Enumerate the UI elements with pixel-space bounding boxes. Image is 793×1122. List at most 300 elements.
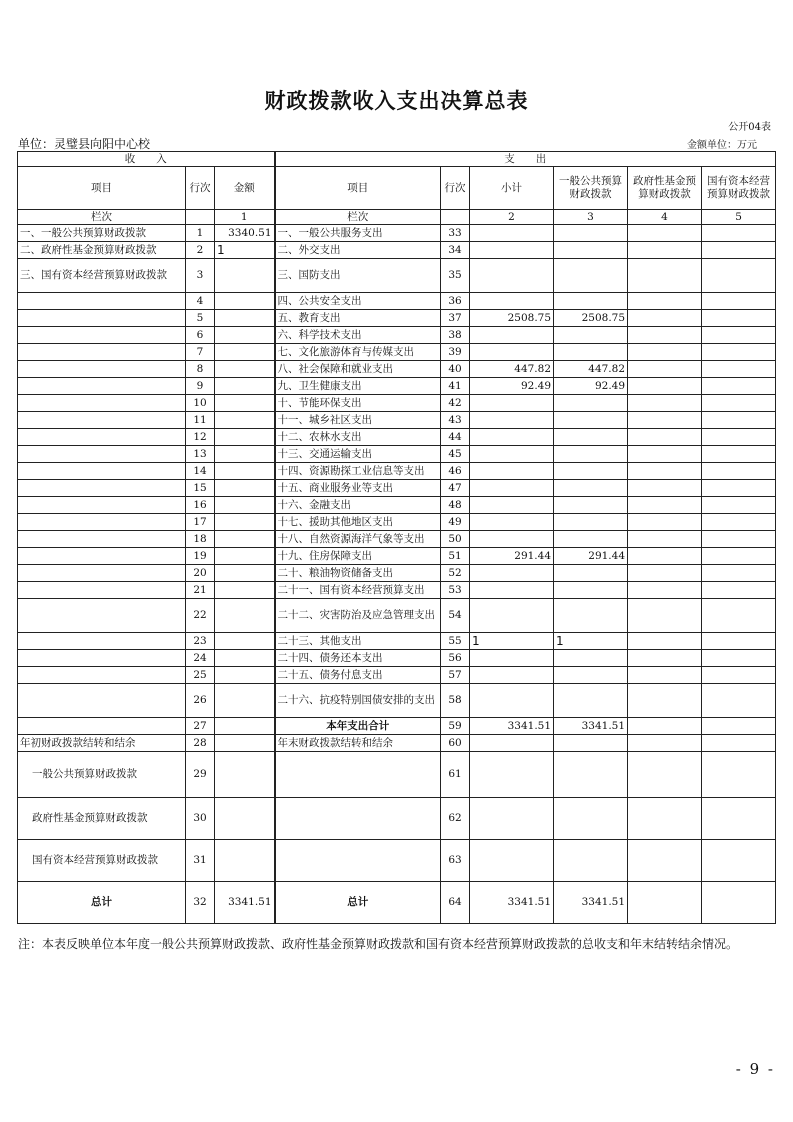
expense-row-no-cell: 58: [441, 684, 470, 718]
fund-budget-cell: [628, 412, 702, 429]
fund-budget-cell: [628, 565, 702, 582]
expense-row-no-cell: 36: [441, 293, 470, 310]
income-section-header: 收 入: [18, 152, 275, 167]
income-row-no-cell: 26: [186, 684, 215, 718]
table-row: [18, 633, 776, 650]
income-amount-cell: [215, 718, 275, 735]
income-row-no-cell: 11: [186, 412, 215, 429]
fund-budget-cell: [628, 344, 702, 361]
expense-row-no-cell: 41: [441, 378, 470, 395]
income-item-cell: [18, 599, 186, 633]
fund-budget-cell: [628, 548, 702, 565]
expense-item-cell: 二十二、灾害防治及应急管理支出: [275, 599, 441, 633]
state-capital-cell: [702, 840, 776, 882]
subtotal-cell: [470, 667, 554, 684]
income-item-cell: 总计: [18, 882, 186, 924]
page-number: - 9 -: [735, 1060, 775, 1078]
income-row-no-cell: 2: [186, 242, 215, 259]
table-row: [18, 412, 776, 429]
income-amount-cell: [215, 429, 275, 446]
state-capital-header: 国有资本经营预算财政拨款: [702, 167, 776, 210]
state-capital-cell: [702, 259, 776, 293]
table-row: [18, 446, 776, 463]
income-row-no-cell: 29: [186, 752, 215, 798]
fund-budget-cell: [628, 840, 702, 882]
expense-item-cell: 十三、交通运输支出: [275, 446, 441, 463]
fund-budget-cell: [628, 395, 702, 412]
income-item-cell: [18, 497, 186, 514]
expense-item-cell: 九、卫生健康支出: [275, 378, 441, 395]
general-budget-cell: [554, 684, 628, 718]
subtotal-cell: [470, 514, 554, 531]
income-item-cell: 年初财政拨款结转和结余: [18, 735, 186, 752]
income-row-no-cell: 9: [186, 378, 215, 395]
income-row-no-cell: 14: [186, 463, 215, 480]
income-row-no-cell: 10: [186, 395, 215, 412]
fund-budget-cell: [628, 310, 702, 327]
table-row: [18, 463, 776, 480]
income-amount-cell: [215, 446, 275, 463]
fund-budget-cell: [628, 650, 702, 667]
income-amount-cell: [215, 344, 275, 361]
expense-item-cell: 一、一般公共服务支出: [275, 225, 441, 242]
income-amount-cell: [215, 752, 275, 798]
general-budget-cell: [554, 752, 628, 798]
expense-row-no-cell: 50: [441, 531, 470, 548]
general-budget-cell: 1: [554, 633, 628, 650]
fund-budget-cell: [628, 242, 702, 259]
general-budget-cell: [554, 582, 628, 599]
subtotal-cell: [470, 395, 554, 412]
expense-row-no-cell: 63: [441, 840, 470, 882]
subtotal-cell: [470, 735, 554, 752]
expense-row-no-cell: 61: [441, 752, 470, 798]
fund-budget-cell: [628, 463, 702, 480]
general-budget-cell: 92.49: [554, 378, 628, 395]
expense-row-no-cell: 35: [441, 259, 470, 293]
expense-row-no-cell: 49: [441, 514, 470, 531]
expense-item-cell: 八、社会保障和就业支出: [275, 361, 441, 378]
column-number-row: [18, 210, 776, 225]
general-budget-cell: [554, 840, 628, 882]
expense-item-cell: 总计: [275, 882, 441, 924]
table-row: [18, 752, 776, 798]
col-blank: [186, 210, 215, 225]
general-budget-cell: [554, 259, 628, 293]
table-row: [18, 293, 776, 310]
budget-summary-table: [17, 151, 776, 924]
expense-row-no-header: 行次: [441, 167, 470, 210]
income-amount-cell: [215, 599, 275, 633]
income-amount-cell: [215, 395, 275, 412]
section-header-row: [18, 152, 776, 167]
income-item-cell: [18, 684, 186, 718]
income-item-cell: [18, 514, 186, 531]
column-header-row: [18, 167, 776, 210]
income-row-no-cell: 24: [186, 650, 215, 667]
state-capital-cell: [702, 429, 776, 446]
income-row-no-cell: 12: [186, 429, 215, 446]
general-budget-cell: [554, 412, 628, 429]
expense-item-cell: [275, 798, 441, 840]
col-number-2: 2: [470, 210, 554, 225]
income-item-cell: [18, 582, 186, 599]
income-amount-cell: [215, 480, 275, 497]
table-row: [18, 882, 776, 924]
income-row-no-cell: 31: [186, 840, 215, 882]
fund-budget-cell: [628, 582, 702, 599]
expense-row-no-cell: 56: [441, 650, 470, 667]
form-number: 公开04表: [728, 122, 771, 133]
expense-row-no-cell: 34: [441, 242, 470, 259]
income-row-no-cell: 28: [186, 735, 215, 752]
expense-item-cell: 十五、商业服务业等支出: [275, 480, 441, 497]
expense-row-no-cell: 37: [441, 310, 470, 327]
subtotal-cell: [470, 650, 554, 667]
subtotal-cell: [470, 840, 554, 882]
general-budget-cell: [554, 531, 628, 548]
income-amount-cell: [215, 412, 275, 429]
fund-budget-cell: [628, 633, 702, 650]
income-amount-cell: [215, 463, 275, 480]
table-row: [18, 395, 776, 412]
table-row: [18, 225, 776, 242]
col-number-3: 3: [554, 210, 628, 225]
expense-row-no-cell: 33: [441, 225, 470, 242]
income-row-no-cell: 27: [186, 718, 215, 735]
income-amount-cell: [215, 327, 275, 344]
expense-row-no-cell: 44: [441, 429, 470, 446]
subtotal-cell: [470, 259, 554, 293]
subtotal-cell: [470, 327, 554, 344]
table-row: [18, 344, 776, 361]
expense-row-no-cell: 46: [441, 463, 470, 480]
state-capital-cell: [702, 225, 776, 242]
subtotal-cell: [470, 344, 554, 361]
state-capital-cell: [702, 242, 776, 259]
income-item-cell: [18, 361, 186, 378]
income-amount-cell: [215, 293, 275, 310]
subtotal-header: 小计: [470, 167, 554, 210]
fund-budget-cell: [628, 446, 702, 463]
col-label-2: 栏次: [275, 210, 441, 225]
fund-budget-cell: [628, 259, 702, 293]
expense-item-cell: 二、外交支出: [275, 242, 441, 259]
income-amount-cell: [215, 531, 275, 548]
general-budget-cell: [554, 735, 628, 752]
fund-budget-cell: [628, 684, 702, 718]
fund-budget-cell: [628, 378, 702, 395]
income-item-cell: 一般公共预算财政拨款: [18, 752, 186, 798]
income-amount-cell: [215, 798, 275, 840]
income-item-cell: [18, 548, 186, 565]
income-item-cell: [18, 650, 186, 667]
state-capital-cell: [702, 548, 776, 565]
income-row-no-cell: 5: [186, 310, 215, 327]
general-budget-cell: [554, 395, 628, 412]
state-capital-cell: [702, 344, 776, 361]
subtotal-cell: [470, 463, 554, 480]
state-capital-cell: [702, 361, 776, 378]
state-capital-cell: [702, 735, 776, 752]
general-budget-cell: 3341.51: [554, 718, 628, 735]
income-item-cell: 政府性基金预算财政拨款: [18, 798, 186, 840]
expense-row-no-cell: 51: [441, 548, 470, 565]
general-budget-cell: [554, 327, 628, 344]
income-amount-cell: [215, 548, 275, 565]
income-row-no-cell: 13: [186, 446, 215, 463]
income-row-no-cell: 19: [186, 548, 215, 565]
table-row: [18, 327, 776, 344]
expense-item-cell: [275, 840, 441, 882]
income-item-cell: [18, 667, 186, 684]
income-item-cell: [18, 344, 186, 361]
subtotal-cell: [470, 293, 554, 310]
income-amount-cell: [215, 633, 275, 650]
state-capital-cell: [702, 650, 776, 667]
income-amount-cell: [215, 259, 275, 293]
income-row-no-header: 行次: [186, 167, 215, 210]
expense-item-cell: 六、科学技术支出: [275, 327, 441, 344]
subtotal-cell: [470, 752, 554, 798]
expense-row-no-cell: 52: [441, 565, 470, 582]
table-row: [18, 650, 776, 667]
expense-row-no-cell: 38: [441, 327, 470, 344]
subtotal-cell: [470, 480, 554, 497]
subtotal-cell: 2508.75: [470, 310, 554, 327]
income-item-cell: [18, 429, 186, 446]
table-row: [18, 735, 776, 752]
state-capital-cell: [702, 582, 776, 599]
income-item-cell: [18, 718, 186, 735]
income-amount-cell: [215, 582, 275, 599]
fund-budget-cell: [628, 361, 702, 378]
fund-budget-cell: [628, 497, 702, 514]
income-row-no-cell: 18: [186, 531, 215, 548]
expense-item-cell: 年末财政拨款结转和结余: [275, 735, 441, 752]
subtotal-cell: [470, 242, 554, 259]
expense-item-cell: 二十五、债务付息支出: [275, 667, 441, 684]
subtotal-cell: [470, 225, 554, 242]
general-budget-cell: [554, 225, 628, 242]
fund-budget-cell: [628, 798, 702, 840]
general-budget-cell: 447.82: [554, 361, 628, 378]
state-capital-cell: [702, 293, 776, 310]
expense-item-cell: 十九、住房保障支出: [275, 548, 441, 565]
income-amount-header: 金额: [215, 167, 275, 210]
income-row-no-cell: 6: [186, 327, 215, 344]
expense-row-no-cell: 59: [441, 718, 470, 735]
subtotal-cell: 1: [470, 633, 554, 650]
expense-row-no-cell: 62: [441, 798, 470, 840]
table-row: [18, 242, 776, 259]
fund-budget-cell: [628, 480, 702, 497]
expense-item-cell: 二十三、其他支出: [275, 633, 441, 650]
state-capital-cell: [702, 514, 776, 531]
general-budget-cell: [554, 293, 628, 310]
income-item-cell: [18, 293, 186, 310]
expense-row-no-cell: 47: [441, 480, 470, 497]
table-row: [18, 565, 776, 582]
table-row: [18, 718, 776, 735]
income-item-cell: [18, 480, 186, 497]
subtotal-cell: [470, 429, 554, 446]
table-row: [18, 514, 776, 531]
fund-budget-cell: [628, 225, 702, 242]
general-budget-cell: [554, 514, 628, 531]
income-amount-cell: [215, 650, 275, 667]
general-budget-cell: [554, 650, 628, 667]
money-unit-label: 金额单位：万元: [687, 140, 757, 151]
income-item-cell: [18, 395, 186, 412]
income-amount-cell: [215, 310, 275, 327]
income-item-cell: 三、国有资本经营预算财政拨款: [18, 259, 186, 293]
col-number-1: 1: [215, 210, 275, 225]
income-item-cell: [18, 327, 186, 344]
col-blank-2: [441, 210, 470, 225]
expense-section-header: 支 出: [275, 152, 776, 167]
fund-budget-cell: [628, 514, 702, 531]
state-capital-cell: [702, 798, 776, 840]
fund-budget-cell: [628, 599, 702, 633]
expense-item-header: 项目: [275, 167, 441, 210]
income-row-no-cell: 32: [186, 882, 215, 924]
table-row: [18, 548, 776, 565]
state-capital-cell: [702, 378, 776, 395]
expense-item-cell: 本年支出合计: [275, 718, 441, 735]
expense-item-cell: 二十一、国有资本经营预算支出: [275, 582, 441, 599]
fund-budget-cell: [628, 429, 702, 446]
income-item-cell: [18, 565, 186, 582]
state-capital-cell: [702, 327, 776, 344]
expense-row-no-cell: 53: [441, 582, 470, 599]
table-row: [18, 840, 776, 882]
subtotal-cell: [470, 531, 554, 548]
state-capital-cell: [702, 667, 776, 684]
general-budget-cell: [554, 497, 628, 514]
subtotal-cell: [470, 446, 554, 463]
expense-item-cell: 十一、城乡社区支出: [275, 412, 441, 429]
table-row: [18, 531, 776, 548]
expense-item-cell: 十、节能环保支出: [275, 395, 441, 412]
expense-item-cell: 十四、资源勘探工业信息等支出: [275, 463, 441, 480]
expense-item-cell: 十六、金融支出: [275, 497, 441, 514]
income-item-cell: [18, 412, 186, 429]
fund-budget-header: 政府性基金预算财政拨款: [628, 167, 702, 210]
state-capital-cell: [702, 463, 776, 480]
income-amount-cell: [215, 565, 275, 582]
page-title: 财政拨款收入支出决算总表: [264, 88, 529, 113]
expense-item-cell: 三、国防支出: [275, 259, 441, 293]
table-row: [18, 259, 776, 293]
general-budget-cell: [554, 242, 628, 259]
col-number-4: 4: [628, 210, 702, 225]
expense-item-cell: 四、公共安全支出: [275, 293, 441, 310]
income-row-no-cell: 22: [186, 599, 215, 633]
state-capital-cell: [702, 412, 776, 429]
expense-item-cell: 十七、援助其他地区支出: [275, 514, 441, 531]
subtotal-cell: 92.49: [470, 378, 554, 395]
expense-item-cell: 二十四、债务还本支出: [275, 650, 441, 667]
fund-budget-cell: [628, 752, 702, 798]
general-budget-cell: 291.44: [554, 548, 628, 565]
table-row: [18, 582, 776, 599]
expense-row-no-cell: 48: [441, 497, 470, 514]
expense-row-no-cell: 64: [441, 882, 470, 924]
table-row: [18, 310, 776, 327]
unit-label: 单位：灵璧县向阳中心校: [18, 137, 151, 151]
subtotal-cell: 447.82: [470, 361, 554, 378]
expense-row-no-cell: 42: [441, 395, 470, 412]
general-budget-cell: [554, 344, 628, 361]
income-amount-cell: 1: [215, 242, 275, 259]
table-row: [18, 429, 776, 446]
income-row-no-cell: 3: [186, 259, 215, 293]
table-row: [18, 599, 776, 633]
income-row-no-cell: 23: [186, 633, 215, 650]
general-budget-cell: [554, 667, 628, 684]
income-amount-cell: [215, 378, 275, 395]
expense-row-no-cell: 60: [441, 735, 470, 752]
general-budget-cell: [554, 599, 628, 633]
subtotal-cell: [470, 412, 554, 429]
state-capital-cell: [702, 565, 776, 582]
income-row-no-cell: 1: [186, 225, 215, 242]
state-capital-cell: [702, 310, 776, 327]
subtotal-cell: 291.44: [470, 548, 554, 565]
income-item-cell: [18, 378, 186, 395]
income-item-cell: 二、政府性基金预算财政拨款: [18, 242, 186, 259]
subtotal-cell: [470, 565, 554, 582]
income-item-cell: [18, 446, 186, 463]
table-row: [18, 684, 776, 718]
fund-budget-cell: [628, 667, 702, 684]
income-row-no-cell: 16: [186, 497, 215, 514]
income-item-cell: 国有资本经营预算财政拨款: [18, 840, 186, 882]
state-capital-cell: [702, 395, 776, 412]
expense-row-no-cell: 55: [441, 633, 470, 650]
fund-budget-cell: [628, 327, 702, 344]
state-capital-cell: [702, 752, 776, 798]
income-item-header: 项目: [18, 167, 186, 210]
subtotal-cell: [470, 599, 554, 633]
income-amount-cell: [215, 514, 275, 531]
income-row-no-cell: 30: [186, 798, 215, 840]
general-budget-cell: [554, 565, 628, 582]
income-amount-cell: [215, 497, 275, 514]
income-row-no-cell: 15: [186, 480, 215, 497]
expense-row-no-cell: 43: [441, 412, 470, 429]
income-amount-cell: 3341.51: [215, 882, 275, 924]
expense-row-no-cell: 39: [441, 344, 470, 361]
expense-item-cell: 二十、粮油物资储备支出: [275, 565, 441, 582]
expense-item-cell: 二十六、抗疫特别国债安排的支出: [275, 684, 441, 718]
table-row: [18, 378, 776, 395]
income-item-cell: [18, 633, 186, 650]
expense-row-no-cell: 54: [441, 599, 470, 633]
subtotal-cell: [470, 582, 554, 599]
income-row-no-cell: 25: [186, 667, 215, 684]
income-row-no-cell: 4: [186, 293, 215, 310]
col-number-5: 5: [702, 210, 776, 225]
state-capital-cell: [702, 633, 776, 650]
income-amount-cell: [215, 361, 275, 378]
general-budget-cell: 2508.75: [554, 310, 628, 327]
subtotal-cell: [470, 684, 554, 718]
income-row-no-cell: 8: [186, 361, 215, 378]
table-row: [18, 497, 776, 514]
expense-row-no-cell: 40: [441, 361, 470, 378]
